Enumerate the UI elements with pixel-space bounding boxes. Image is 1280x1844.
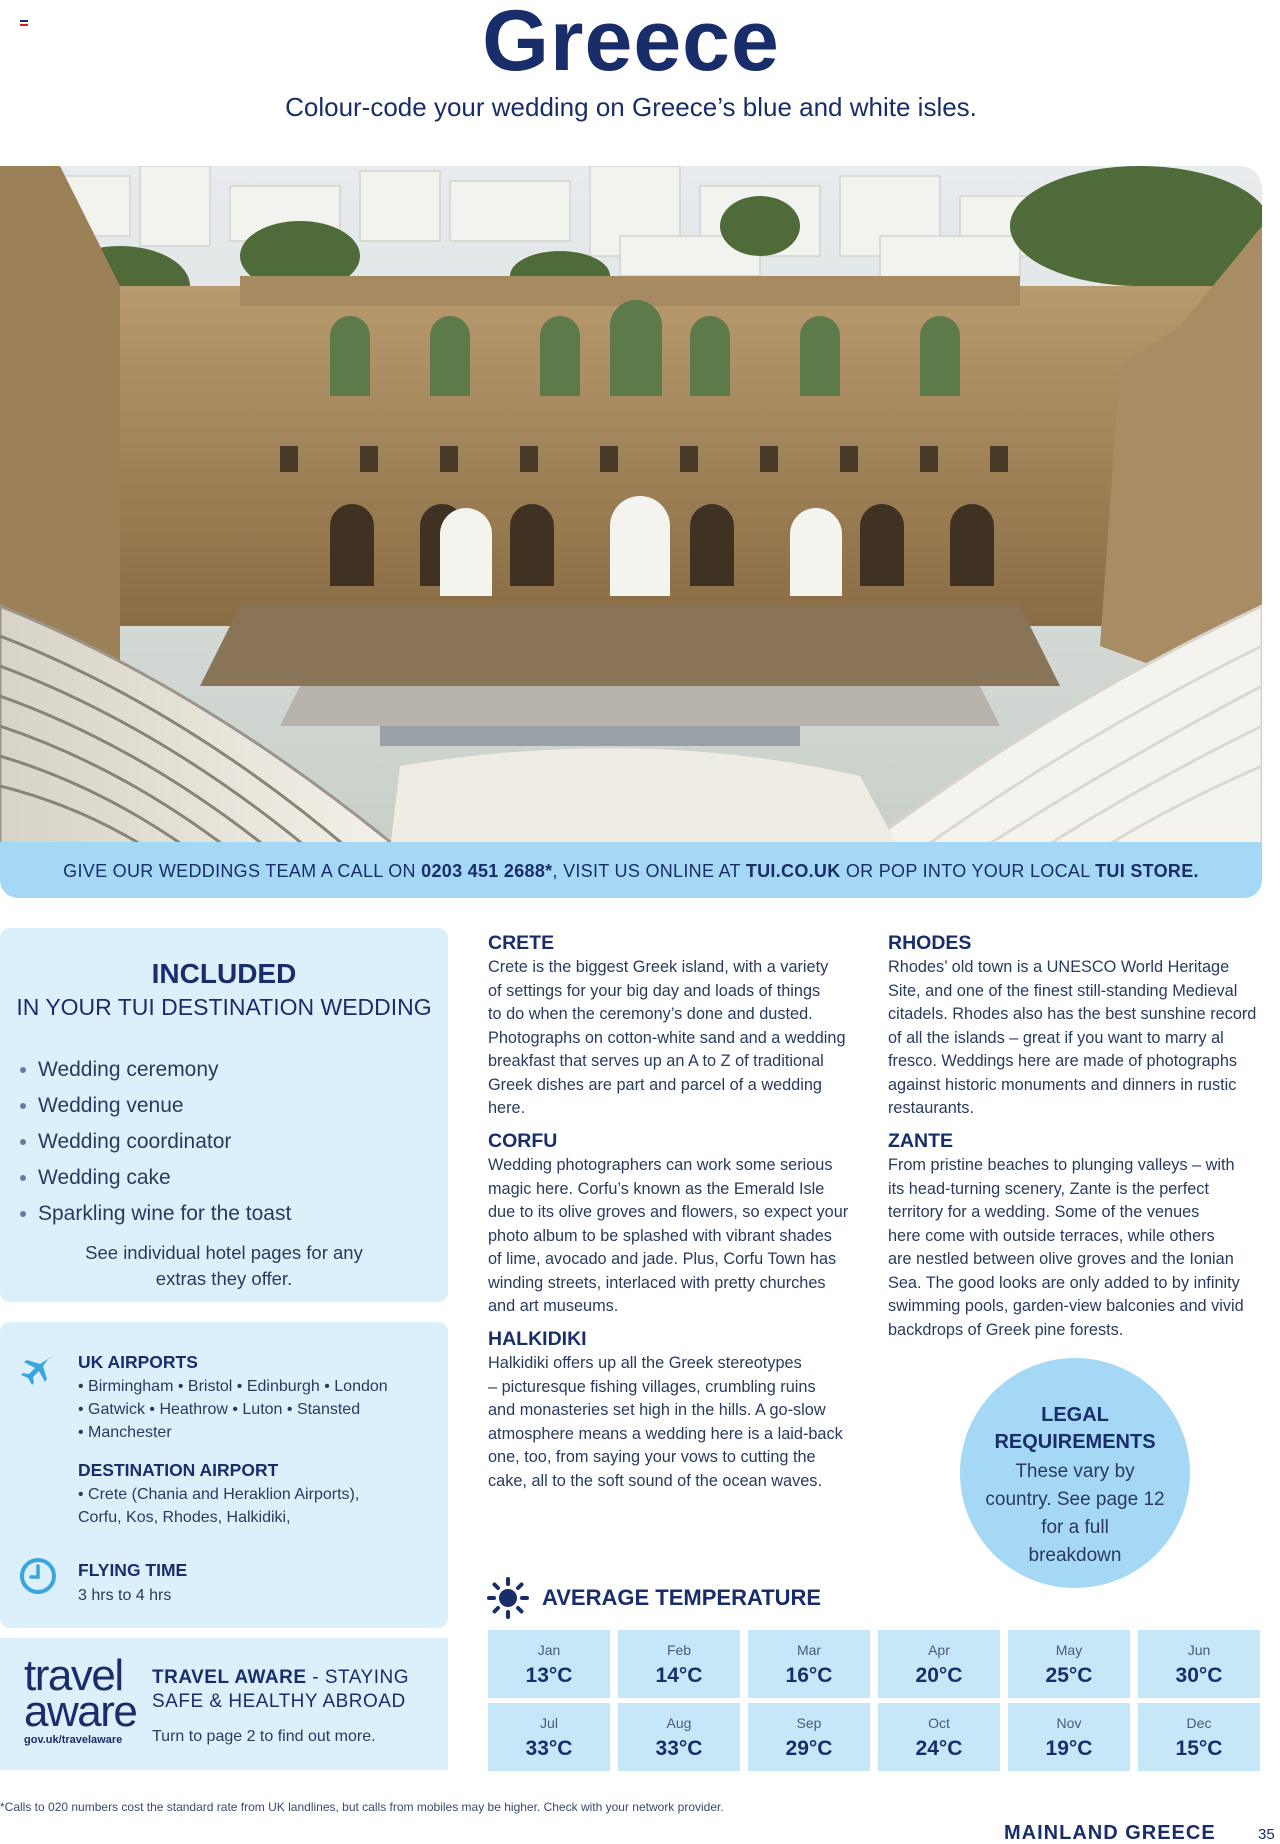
uk-airports-line: • Gatwick • Heathrow • Luton • Stansted bbox=[78, 1401, 361, 1418]
temp-cell-jun: Jun 30°C bbox=[1138, 1630, 1260, 1698]
temperature-heading: AVERAGE TEMPERATURE bbox=[542, 1585, 822, 1610]
legal-text: These vary by country. See page 12 for a full breakdown bbox=[985, 1461, 1165, 1566]
clock-icon bbox=[18, 1556, 58, 1596]
included-panel bbox=[0, 928, 448, 1302]
footer-note: *Calls to 020 numbers cost the standard rate from UK landlines, but calls from mobiles may be higher. Check with your network provider. bbox=[0, 1800, 724, 1814]
travel-aware-logo[interactable]: travel aware gov.uk/travelaware bbox=[24, 1651, 137, 1746]
corfu-heading: CORFU bbox=[488, 1130, 558, 1152]
temp-cell-nov: Nov 19°C bbox=[1008, 1703, 1130, 1771]
included-list bbox=[20, 1052, 291, 1232]
store-text: TUI STORE. bbox=[1095, 861, 1199, 881]
sun-icon bbox=[486, 1576, 530, 1620]
phone-number-link[interactable]: 0203 451 2688* bbox=[421, 861, 553, 881]
halkidiki-heading: HALKIDIKI bbox=[488, 1328, 587, 1350]
travel-aware-subtext: Turn to page 2 to find out more. bbox=[152, 1728, 376, 1745]
temp-cell-oct: Oct 24°C bbox=[878, 1703, 1000, 1771]
list-item: Wedding coordinator bbox=[20, 1124, 291, 1160]
bullet-icon bbox=[20, 1067, 26, 1073]
hero-image-odeon bbox=[0, 166, 1262, 850]
airports-panel bbox=[0, 1322, 448, 1628]
uk-airports-line: • Manchester bbox=[78, 1424, 172, 1441]
destination-airport-line: • Crete (Chania and Heraklion Airports), bbox=[78, 1486, 360, 1503]
included-subheading: IN YOUR TUI DESTINATION WEDDING bbox=[16, 994, 432, 1020]
section-name: MAINLAND GREECE bbox=[1004, 1822, 1216, 1844]
destination-airport-heading: DESTINATION AIRPORT bbox=[78, 1460, 279, 1480]
list-item: Sparkling wine for the toast bbox=[20, 1196, 291, 1232]
call-middle: , VISIT US ONLINE AT bbox=[552, 861, 746, 881]
temp-cell-mar: Mar 16°C bbox=[748, 1630, 870, 1698]
halkidiki-text: Halkidiki offers up all the Greek stereotypes – picturesque fishing villages, crumbling ruins and monasteries set high in the hills. A go-slow atmosphere means a wedding here is a laid-back one, too, from saying your vows to cutting the cake, all to the soft sound of the ocean waves. bbox=[488, 1354, 843, 1490]
flying-time-heading: FLYING TIME bbox=[78, 1560, 188, 1580]
travel-aware-title: TRAVEL AWARE - STAYING SAFE & HEALTHY ABROAD bbox=[152, 1667, 409, 1712]
list-item: Wedding venue bbox=[20, 1088, 291, 1124]
call-prefix: GIVE OUR WEDDINGS TEAM A CALL ON bbox=[63, 861, 422, 881]
temp-cell-jul: Jul 33°C bbox=[488, 1703, 610, 1771]
bullet-icon bbox=[20, 1139, 26, 1145]
temp-cell-feb: Feb 14°C bbox=[618, 1630, 740, 1698]
travel-aware-panel bbox=[0, 1638, 448, 1770]
website-link[interactable]: TUI.CO.UK bbox=[745, 861, 841, 881]
bullet-icon bbox=[20, 1175, 26, 1181]
rhodes-text: Rhodes’ old town is a UNESCO World Heritage Site, and one of the finest still-standing Medieval citadels. Rhodes also has the best sunshine record of all the islands – great if you want to marry al fresco. Weddings here are made of photographs against historic monuments and dinners in rustic restaurants. bbox=[888, 958, 1257, 1117]
temp-cell-sep: Sep 29°C bbox=[748, 1703, 870, 1771]
contact-banner bbox=[0, 842, 1262, 898]
uk-airports-line: • Birmingham • Bristol • Edinburgh • London bbox=[78, 1378, 388, 1395]
page-number: 35 bbox=[1258, 1826, 1275, 1843]
temp-cell-may: May 25°C bbox=[1008, 1630, 1130, 1698]
temp-cell-dec: Dec 15°C bbox=[1138, 1703, 1260, 1771]
rhodes-heading: RHODES bbox=[888, 932, 972, 954]
zante-heading: ZANTE bbox=[888, 1130, 953, 1152]
crete-text: Crete is the biggest Greek island, with a variety of settings for your big day and loads of things to do when the ceremony’s done and dusted. Photographs on cotton-white sand and a wedding breakfast that serves up an A to Z of traditional Greek dishes are part and parcel of a wedding here. bbox=[488, 958, 846, 1117]
page-title: Greece bbox=[482, 0, 780, 89]
call-suffix: OR POP INTO YOUR LOCAL bbox=[840, 861, 1096, 881]
bullet-icon bbox=[20, 1211, 26, 1217]
crete-heading: CRETE bbox=[488, 932, 555, 954]
legal-heading: LEGAL REQUIREMENTS bbox=[994, 1404, 1156, 1453]
legal-requirements-badge bbox=[960, 1358, 1190, 1588]
temp-cell-apr: Apr 20°C bbox=[878, 1630, 1000, 1698]
uk-airports-heading: UK AIRPORTS bbox=[78, 1352, 198, 1372]
included-heading: INCLUDED bbox=[151, 958, 297, 989]
bullet-icon bbox=[20, 1103, 26, 1109]
temp-cell-aug: Aug 33°C bbox=[618, 1703, 740, 1771]
list-item: Wedding ceremony bbox=[20, 1052, 291, 1088]
destination-airport-line: Corfu, Kos, Rhodes, Halkidiki, bbox=[78, 1509, 291, 1526]
flying-time-text: 3 hrs to 4 hrs bbox=[78, 1587, 172, 1604]
included-note: See individual hotel pages for any extras they offer. bbox=[85, 1242, 363, 1289]
zante-text: From pristine beaches to plunging valleys – with its head-turning scenery, Zante is the perfect territory for a wedding. Some of the venues here come with outside terraces, while others are nestled between olive groves and the Ionian Sea. The good looks are only added to by infinity swimming pools, garden-view balconies and vivid backdrops of Greek pine forests. bbox=[888, 1156, 1244, 1339]
temp-cell-jan: Jan 13°C bbox=[488, 1630, 610, 1698]
plane-icon bbox=[18, 1350, 58, 1390]
list-item: Wedding cake bbox=[20, 1160, 291, 1196]
corfu-text: Wedding photographers can work some serious magic here. Corfu’s known as the Emerald Isle due to its olive groves and flowers, so expect your photo album to be splashed with vibrant shades of lime, avocado and jade. Plus, Corfu Town has winding streets, interlaced with pretty churches and art museums. bbox=[488, 1156, 849, 1315]
page-subtitle: Colour-code your wedding on Greece’s blue and white isles. bbox=[285, 92, 977, 122]
